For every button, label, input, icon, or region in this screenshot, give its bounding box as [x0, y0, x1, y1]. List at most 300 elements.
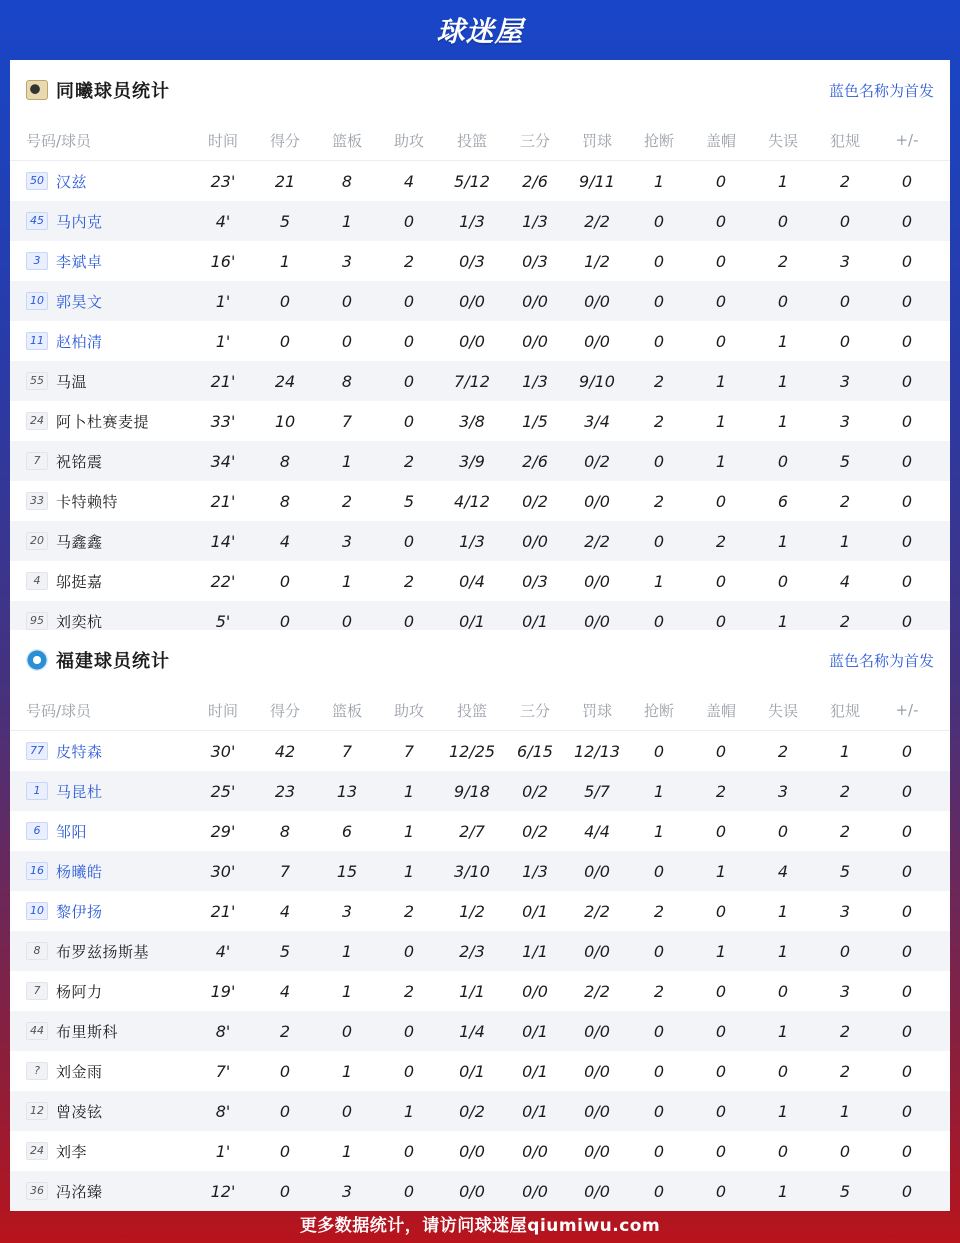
stat-cell: 1	[777, 901, 789, 921]
stat-cell: 2	[777, 741, 789, 761]
player-cell	[10, 1021, 192, 1042]
stat-cell: 0	[279, 291, 291, 311]
stat-cell: 0	[901, 411, 913, 431]
stat-cell: 0	[715, 1061, 727, 1081]
table-row	[10, 401, 950, 441]
column-header: 时间	[207, 701, 238, 720]
stat-cell: 0/1	[522, 1061, 548, 1081]
column-header: +/-	[895, 131, 919, 149]
stat-cell: 0	[279, 1101, 291, 1121]
table-row	[10, 561, 950, 601]
column-header: 三分	[519, 701, 550, 720]
stat-cell: 5	[839, 1181, 851, 1201]
stat-cell: 3/8	[459, 411, 485, 431]
table-row	[10, 891, 950, 931]
jersey-number: 7	[26, 982, 48, 1000]
stat-cell: 0/2	[459, 1101, 485, 1121]
stat-cell: 0	[777, 211, 789, 231]
stat-cell: 4/4	[584, 821, 610, 841]
stat-cell: 0	[715, 571, 727, 591]
stat-cell: 7	[279, 861, 291, 881]
player-cell	[10, 451, 192, 472]
stat-cell: 2	[839, 611, 851, 631]
stat-cell: 0/0	[522, 531, 548, 551]
stat-cell: 0	[777, 451, 789, 471]
stat-cell: 12'	[210, 1181, 236, 1201]
stat-cell: 2	[839, 1021, 851, 1041]
stat-cell: 0	[901, 331, 913, 351]
stat-cell: 0	[901, 1061, 913, 1081]
column-header: 犯规	[829, 701, 860, 720]
stat-cell: 1	[341, 211, 353, 231]
jersey-number: 8	[26, 942, 48, 960]
stat-cell: 1	[403, 1101, 415, 1121]
player-cell	[10, 571, 192, 592]
player-cell	[10, 171, 192, 192]
column-header: 篮板	[331, 701, 362, 720]
stat-cell: 1	[777, 371, 789, 391]
stat-cell: 1	[341, 981, 353, 1001]
stat-cell: 2	[403, 981, 415, 1001]
stat-cell: 1/3	[522, 211, 548, 231]
player-name: 阿卜杜赛麦提	[56, 412, 150, 431]
stat-cell: 12/13	[573, 741, 621, 761]
stat-cell: 0	[839, 941, 851, 961]
stat-cell: 0/1	[522, 1101, 548, 1121]
table-row	[10, 971, 950, 1011]
table-row	[10, 1011, 950, 1051]
stat-cell: 0	[715, 171, 727, 191]
player-name[interactable]: 皮特森	[56, 742, 103, 761]
jersey-number: 6	[26, 822, 48, 840]
stat-cell: 0	[901, 171, 913, 191]
table-row	[10, 321, 950, 361]
stat-cell: 21'	[210, 371, 236, 391]
stat-cell: 0	[715, 291, 727, 311]
player-cell	[10, 1101, 192, 1122]
stat-cell: 0	[901, 451, 913, 471]
player-name[interactable]: 黎伊扬	[56, 902, 103, 921]
stat-cell: 0/0	[459, 291, 485, 311]
table-row	[10, 851, 950, 891]
stat-cell: 0	[715, 901, 727, 921]
stat-cell: 2/6	[522, 451, 548, 471]
jersey-number: 11	[26, 332, 48, 350]
stat-cell: 0/0	[584, 571, 610, 591]
stat-cell: 1	[777, 611, 789, 631]
stat-cell: 0/0	[584, 1101, 610, 1121]
player-name: 布里斯科	[56, 1022, 119, 1041]
stat-cell: 0	[403, 411, 415, 431]
stat-cell: 0/3	[522, 251, 548, 271]
column-header: 投篮	[456, 701, 487, 720]
stat-cell: 5	[279, 941, 291, 961]
jersey-number: 10	[26, 902, 48, 920]
jersey-number: 24	[26, 412, 48, 430]
stat-cell: 0/0	[584, 1061, 610, 1081]
tongxi-team-logo-icon	[26, 80, 48, 100]
stat-cell: 0	[901, 1181, 913, 1201]
stat-cell: 8'	[215, 1101, 231, 1121]
column-header: +/-	[895, 701, 919, 719]
stat-cell: 1	[777, 331, 789, 351]
stat-cell: 4	[279, 901, 291, 921]
jersey-number: 1	[26, 782, 48, 800]
player-name: 冯洺臻	[56, 1182, 103, 1201]
stat-cell: 1	[341, 451, 353, 471]
stat-cell: 2	[715, 531, 727, 551]
stat-cell: 0/0	[459, 1181, 485, 1201]
player-cell	[10, 981, 192, 1002]
stat-cell: 30'	[210, 861, 236, 881]
stat-cell: 0	[403, 611, 415, 631]
stat-cell: 0	[403, 1141, 415, 1161]
team-title: 同曦球员统计	[56, 81, 170, 102]
jersey-number: 45	[26, 212, 48, 230]
table-header	[10, 120, 950, 161]
stat-cell: 2/2	[584, 531, 610, 551]
stat-cell: 3	[839, 901, 851, 921]
stat-cell: 2	[403, 571, 415, 591]
column-header: 号码/球员	[26, 701, 92, 720]
stat-cell: 8'	[215, 1021, 231, 1041]
jersey-number: 33	[26, 492, 48, 510]
stat-cell: 2	[839, 491, 851, 511]
stat-cell: 2/3	[459, 941, 485, 961]
player-name[interactable]: 马昆杜	[56, 782, 103, 801]
jersey-number: 55	[26, 372, 48, 390]
stat-cell: 4	[279, 981, 291, 1001]
table-header	[10, 690, 950, 731]
stat-cell: 19'	[210, 981, 236, 1001]
stat-cell: 2	[839, 781, 851, 801]
stat-cell: 2	[653, 981, 665, 1001]
stat-cell: 2	[403, 901, 415, 921]
table-row	[10, 731, 950, 771]
stat-cell: 3	[839, 251, 851, 271]
stat-cell: 0/4	[459, 571, 485, 591]
player-name[interactable]: 郭昊文	[56, 292, 103, 311]
stat-cell: 2	[403, 451, 415, 471]
stat-cell: 0	[653, 611, 665, 631]
stat-cell: 0	[901, 291, 913, 311]
stat-cell: 1	[715, 371, 727, 391]
stat-cell: 3	[341, 901, 353, 921]
stat-cell: 0	[653, 941, 665, 961]
stat-cell: 0	[653, 331, 665, 351]
footer-link[interactable]: 更多数据统计，请访问球迷屋qiumiwu.com	[299, 1215, 661, 1236]
stat-cell: 1/2	[584, 251, 610, 271]
table-row	[10, 441, 950, 481]
stat-cell: 0	[653, 251, 665, 271]
stat-cell: 0/0	[584, 861, 610, 881]
stat-cell: 0	[901, 1141, 913, 1161]
stat-cell: 6/15	[517, 741, 553, 761]
player-name: 刘奕杭	[56, 612, 103, 631]
brand-logo: 球迷屋	[436, 15, 524, 48]
jersey-number: 50	[26, 172, 48, 190]
stat-cell: 0	[653, 1101, 665, 1121]
stat-cell: 2/2	[584, 981, 610, 1001]
stat-cell: 1	[715, 411, 727, 431]
stat-cell: 5	[403, 491, 415, 511]
stat-cell: 0	[653, 1021, 665, 1041]
starter-note: 蓝色名称为首发	[828, 651, 934, 670]
stat-cell: 3	[777, 781, 789, 801]
team-panel-tongxi	[10, 60, 950, 630]
stat-cell: 3	[341, 1181, 353, 1201]
stat-cell: 1	[777, 941, 789, 961]
stat-cell: 0	[715, 251, 727, 271]
stat-cell: 1	[777, 411, 789, 431]
stat-cell: 0	[901, 1101, 913, 1121]
stat-cell: 0	[715, 1101, 727, 1121]
stat-cell: 0	[403, 371, 415, 391]
stat-cell: 0	[653, 291, 665, 311]
stat-cell: 1'	[215, 291, 231, 311]
stat-cell: 0/0	[584, 491, 610, 511]
stat-cell: 0	[839, 291, 851, 311]
stat-cell: 0/0	[522, 981, 548, 1001]
stat-cell: 5'	[215, 611, 231, 631]
stat-cell: 0	[279, 331, 291, 351]
stat-cell: 0	[653, 1061, 665, 1081]
player-cell	[10, 1181, 192, 1202]
stat-cell: 2	[839, 171, 851, 191]
stat-cell: 25'	[210, 781, 236, 801]
stat-cell: 0	[341, 611, 353, 631]
stat-cell: 7'	[215, 1061, 231, 1081]
stat-cell: 21'	[210, 901, 236, 921]
stat-cell: 1	[279, 251, 291, 271]
top-bar	[0, 0, 960, 60]
player-cell	[10, 941, 192, 962]
jersey-number: 10	[26, 292, 48, 310]
player-name: 布罗兹扬斯基	[56, 942, 150, 961]
stat-cell: 0	[901, 371, 913, 391]
stat-cell: 8	[279, 491, 291, 511]
stat-cell: 0/0	[584, 331, 610, 351]
stat-cell: 30'	[210, 741, 236, 761]
stat-cell: 1	[653, 781, 665, 801]
stat-cell: 0	[715, 1021, 727, 1041]
stat-cell: 1	[715, 861, 727, 881]
starter-note: 蓝色名称为首发	[828, 81, 934, 100]
stat-cell: 0/1	[522, 611, 548, 631]
jersey-number: 16	[26, 862, 48, 880]
stat-cell: 3/10	[454, 861, 490, 881]
stat-cell: 1'	[215, 331, 231, 351]
table-row	[10, 521, 950, 561]
stat-cell: 0/3	[522, 571, 548, 591]
stat-cell: 42	[274, 741, 296, 761]
jersey-number: 7	[26, 452, 48, 470]
player-name[interactable]: 李斌卓	[56, 252, 103, 271]
stat-cell: 0	[839, 331, 851, 351]
stat-cell: 0	[715, 611, 727, 631]
stat-cell: 4	[839, 571, 851, 591]
stat-cell: 4	[777, 861, 789, 881]
table-row	[10, 281, 950, 321]
stat-cell: 0	[901, 531, 913, 551]
stat-cell: 2/2	[584, 211, 610, 231]
player-name[interactable]: 赵柏清	[56, 332, 103, 351]
stat-cell: 1/1	[522, 941, 548, 961]
stat-cell: 0/0	[584, 291, 610, 311]
stat-cell: 0	[279, 571, 291, 591]
stat-cell: 0/3	[459, 251, 485, 271]
player-name[interactable]: 杨曦皓	[56, 862, 103, 881]
stat-cell: 2/6	[522, 171, 548, 191]
column-header: 盖帽	[705, 131, 736, 150]
stat-cell: 1	[839, 741, 851, 761]
stat-cell: 1	[777, 531, 789, 551]
stat-cell: 1	[341, 1061, 353, 1081]
stat-cell: 2	[341, 491, 353, 511]
player-name: 邬挺嘉	[56, 572, 103, 591]
stat-cell: 0	[715, 211, 727, 231]
stat-cell: 0	[901, 821, 913, 841]
stat-cell: 1/3	[459, 531, 485, 551]
stat-cell: 1	[653, 571, 665, 591]
stat-cell: 8	[341, 171, 353, 191]
stat-cell: 1	[777, 1021, 789, 1041]
stat-cell: 4'	[215, 941, 231, 961]
player-name: 马温	[56, 372, 88, 391]
stat-cell: 0	[403, 331, 415, 351]
stat-cell: 2	[653, 371, 665, 391]
stat-cell: 0	[839, 1141, 851, 1161]
stat-cell: 8	[341, 371, 353, 391]
player-name[interactable]: 汉兹	[56, 172, 88, 191]
stat-cell: 0	[715, 741, 727, 761]
player-cell	[10, 1141, 192, 1162]
stat-cell: 5	[839, 451, 851, 471]
table-row	[10, 161, 950, 201]
stat-cell: 1	[341, 1141, 353, 1161]
stat-cell: 0/0	[584, 941, 610, 961]
stat-cell: 5	[279, 211, 291, 231]
jersey-number: 4	[26, 572, 48, 590]
stat-cell: 0	[341, 291, 353, 311]
stat-cell: 3/4	[584, 411, 610, 431]
stat-cell: 24	[274, 371, 296, 391]
stat-cell: 9/11	[579, 171, 615, 191]
jersey-number: 44	[26, 1022, 48, 1040]
stat-cell: 3	[341, 531, 353, 551]
stat-cell: 0/0	[584, 1021, 610, 1041]
stat-cell: 0/2	[522, 781, 548, 801]
team-title: 福建球员统计	[56, 651, 170, 672]
stat-cell: 1/4	[459, 1021, 485, 1041]
stat-cell: 0	[777, 1061, 789, 1081]
team-panel-fujian	[10, 630, 950, 1202]
stat-cell: 0	[901, 741, 913, 761]
player-cell	[10, 411, 192, 432]
column-header: 抢断	[643, 701, 674, 720]
player-name: 马鑫鑫	[56, 532, 103, 551]
stat-cell: 0/2	[522, 491, 548, 511]
stat-cell: 8	[279, 821, 291, 841]
player-cell	[10, 781, 192, 802]
column-header: 篮板	[331, 131, 362, 150]
stat-cell: 16'	[210, 251, 236, 271]
stat-cell: 0	[715, 1141, 727, 1161]
stat-cell: 0	[653, 1181, 665, 1201]
stat-cell: 0	[653, 451, 665, 471]
column-header: 三分	[519, 131, 550, 150]
stat-cell: 0	[403, 1061, 415, 1081]
player-cell	[10, 861, 192, 882]
stat-cell: 2	[653, 491, 665, 511]
stat-cell: 0	[403, 941, 415, 961]
stat-cell: 0	[901, 251, 913, 271]
stat-cell: 2	[777, 251, 789, 271]
stat-cell: 0	[901, 941, 913, 961]
stat-cell: 4/12	[454, 491, 490, 511]
stat-cell: 0	[403, 1021, 415, 1041]
stat-cell: 0	[403, 1181, 415, 1201]
stat-cell: 0	[715, 491, 727, 511]
stat-cell: 0/0	[522, 1181, 548, 1201]
stat-cell: 0	[653, 741, 665, 761]
jersey-number: 77	[26, 742, 48, 760]
jersey-number: 95	[26, 612, 48, 630]
stat-cell: 21'	[210, 491, 236, 511]
stat-cell: 2/2	[584, 901, 610, 921]
stat-cell: 1/5	[522, 411, 548, 431]
player-cell	[10, 211, 192, 232]
player-cell	[10, 291, 192, 312]
player-name[interactable]: 邹阳	[56, 822, 88, 841]
table-row	[10, 1131, 950, 1171]
stat-cell: 1	[777, 1101, 789, 1121]
player-cell	[10, 371, 192, 392]
player-name[interactable]: 马内克	[56, 212, 103, 231]
column-header: 时间	[207, 131, 238, 150]
column-header: 号码/球员	[26, 131, 92, 150]
stat-cell: 0	[341, 1021, 353, 1041]
stat-cell: 1/3	[459, 211, 485, 231]
stat-cell: 0	[279, 611, 291, 631]
stat-cell: 22'	[210, 571, 236, 591]
column-header: 罚球	[581, 701, 612, 720]
stat-cell: 0/0	[584, 1181, 610, 1201]
stat-cell: 1/3	[522, 861, 548, 881]
stat-cell: 1	[715, 941, 727, 961]
stat-cell: 0/1	[522, 1021, 548, 1041]
stat-cell: 7	[341, 741, 353, 761]
table-row	[10, 1091, 950, 1131]
stat-cell: 0/1	[459, 1061, 485, 1081]
stat-cell: 4'	[215, 211, 231, 231]
stat-cell: 3	[341, 251, 353, 271]
stat-cell: 7/12	[454, 371, 490, 391]
table-row	[10, 771, 950, 811]
jersey-number: ?	[26, 1062, 48, 1080]
stat-cell: 2	[279, 1021, 291, 1041]
column-header: 投篮	[456, 131, 487, 150]
stat-cell: 0	[279, 1061, 291, 1081]
stat-cell: 1	[653, 821, 665, 841]
table-row	[10, 361, 950, 401]
stat-cell: 21	[274, 171, 296, 191]
stat-cell: 4	[279, 531, 291, 551]
column-header: 失误	[767, 701, 798, 720]
stat-cell: 1	[653, 171, 665, 191]
player-name: 祝铭震	[56, 452, 103, 471]
stat-cell: 0	[715, 331, 727, 351]
